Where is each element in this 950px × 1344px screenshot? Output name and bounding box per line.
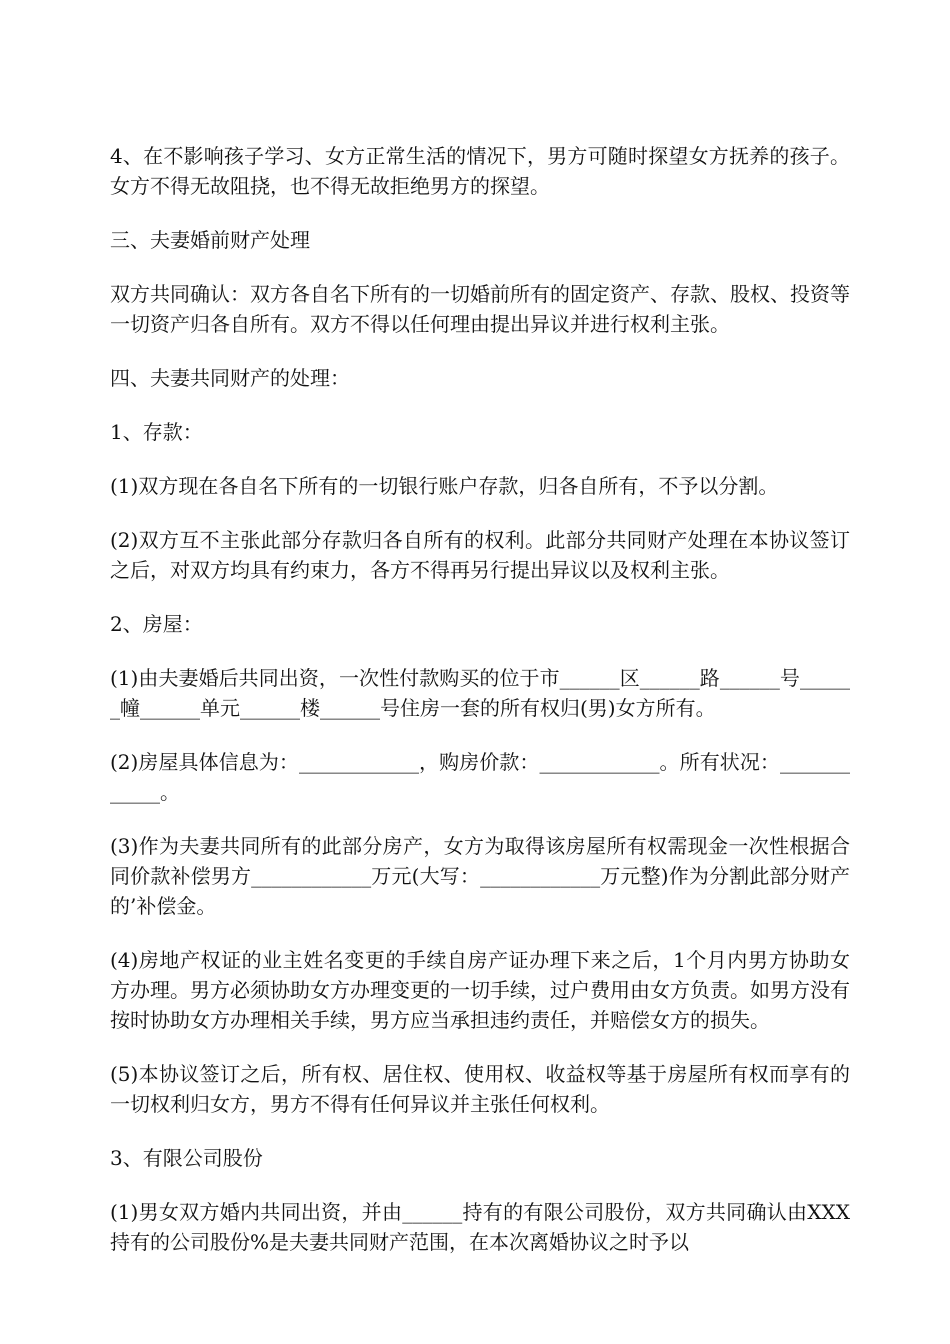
paragraph-house-3: (3)作为夫妻共同所有的此部分房产，女方为取得该房屋所有权需现金一次性根据合同价款补偿男方____________万元(大写：____________万元整)作为分割此部分财产的’补偿金。 [110, 834, 850, 918]
section-heading-joint-property: 四、夫妻共同财产的处理： [110, 366, 350, 390]
paragraph-house-4: (4)房地产权证的业主姓名变更的手续自房产证办理下来之后，1个月内男方协助女方办理。男方必须协助女方办理变更的一切手续，过户费用由女方负责。如男方没有按时协助女方办理相关手续，男方应当承担违约责任，并赔偿女方的损失。 [110, 948, 850, 1032]
paragraph-premarital-property: 双方共同确认：双方各自名下所有的一切婚前所有的固定资产、存款、股权、投资等一切资产归各自所有。双方不得以任何理由提出异议并进行权利主张。 [110, 282, 850, 336]
subheading-house: 2、房屋： [110, 612, 203, 636]
section-heading-premarital-property: 三、夫妻婚前财产处理 [110, 228, 310, 252]
document-body [110, 141, 850, 1281]
paragraph-house-2: (2)房屋具体信息为：____________，购房价款：____________。所有状况：____________。 [110, 750, 850, 804]
paragraph-visitation-rights: 4、在不影响孩子学习、女方正常生活的情况下，男方可随时探望女方抚养的孩子。女方不得无故阻挠，也不得无故拒绝男方的探望。 [110, 144, 850, 198]
paragraph-company-shares-1: (1)男女双方婚内共同出资，并由______持有的有限公司股份，双方共同确认由XXX持有的公司股份%是夫妻共同财产范围，在本次离婚协议之时予以 [110, 1200, 850, 1254]
subheading-deposits: 1、存款： [110, 420, 203, 444]
paragraph-house-1: (1)由夫妻婚后共同出资，一次性付款购买的位于市______区______路______号______幢______单元______楼______号住房一套的所有权归(男)女方所有。 [110, 666, 850, 720]
paragraph-deposits-1: (1)双方现在各自名下所有的一切银行账户存款，归各自所有，不予以分割。 [110, 474, 779, 498]
paragraph-deposits-2: (2)双方互不主张此部分存款归各自所有的权利。此部分共同财产处理在本协议签订之后，对双方均具有约束力，各方不得再另行提出异议以及权利主张。 [110, 528, 850, 582]
paragraph-house-5: (5)本协议签订之后，所有权、居住权、使用权、收益权等基于房屋所有权而享有的一切权利归女方，男方不得有任何异议并主张任何权利。 [110, 1062, 850, 1116]
subheading-company-shares: 3、有限公司股份 [110, 1146, 263, 1170]
